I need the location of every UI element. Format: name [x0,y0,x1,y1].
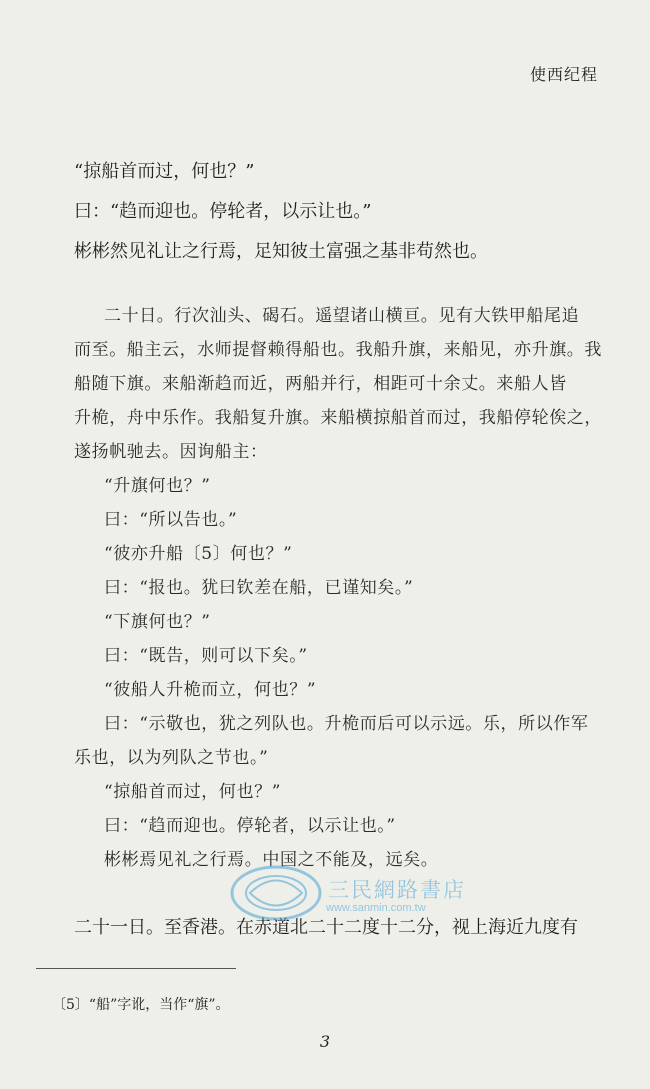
text-line: 而至。船主云，水师提督赖得船也。我船升旗，来船见，亦升旗。我 [74,340,602,360]
text-line: 二十一日。至香港。在赤道北二十二度十二分，视上海近九度有 [74,917,578,938]
dialogue-line: 曰：“所以告也。” [104,510,238,530]
text-line: 船随下旗。来船渐趋而近，两船并行，相距可十余丈。来船人皆 [74,374,567,394]
running-header: 使西纪程 [529,65,598,84]
dialogue-line: “掠船首而过，何也？” [104,782,281,802]
text-line: 升桅，舟中乐作。我船复升旗。来船横掠船首而过，我船停轮俟之， [74,408,602,428]
dialogue-line: “彼亦升船〔5〕何也？” [104,544,293,564]
text-line: “掠船首而过，何也？” [74,161,255,182]
dialogue-line: “升旗何也？” [104,476,211,496]
dialogue-line: “下旗何也？” [104,612,211,632]
dialogue-line: 彬彬焉见礼之行焉。中国之不能及，远矣。 [104,850,439,870]
text-line: 曰：“趋而迎也。停轮者，以示让也。” [74,201,372,222]
text-line: 二十日。行次汕头、碣石。遥望诸山横亘。见有大铁甲船尾追 [104,306,580,326]
footnote: 〔5〕“船”字讹，当作“旗”。 [52,997,230,1013]
dialogue-line: 曰：“趋而迎也。停轮者，以示让也。” [104,816,396,836]
watermark-url: www.sanmin.com.tw [326,902,426,914]
footnote-divider [36,968,236,969]
dialogue-line: 曰：“示敬也，犹之列队也。升桅而后可以示远。乐，所以作军 [104,714,589,734]
text-line: 彬彬然见礼让之行焉，足知彼土富强之基非苟然也。 [74,241,488,262]
dialogue-line: 曰：“既告，则可以下矣。” [104,646,308,666]
text-line: 遂扬帆驰去。因询船主： [74,442,268,462]
watermark-text: 三民網路書店 [328,879,466,902]
dialogue-line: 曰：“报也。犹曰钦差在船，已谨知矣。” [104,578,414,598]
dialogue-line: “彼船人升桅而立，何也？” [104,680,317,700]
page-number: 3 [319,1032,331,1051]
dialogue-line: 乐也，以为列队之节也。” [74,748,269,768]
